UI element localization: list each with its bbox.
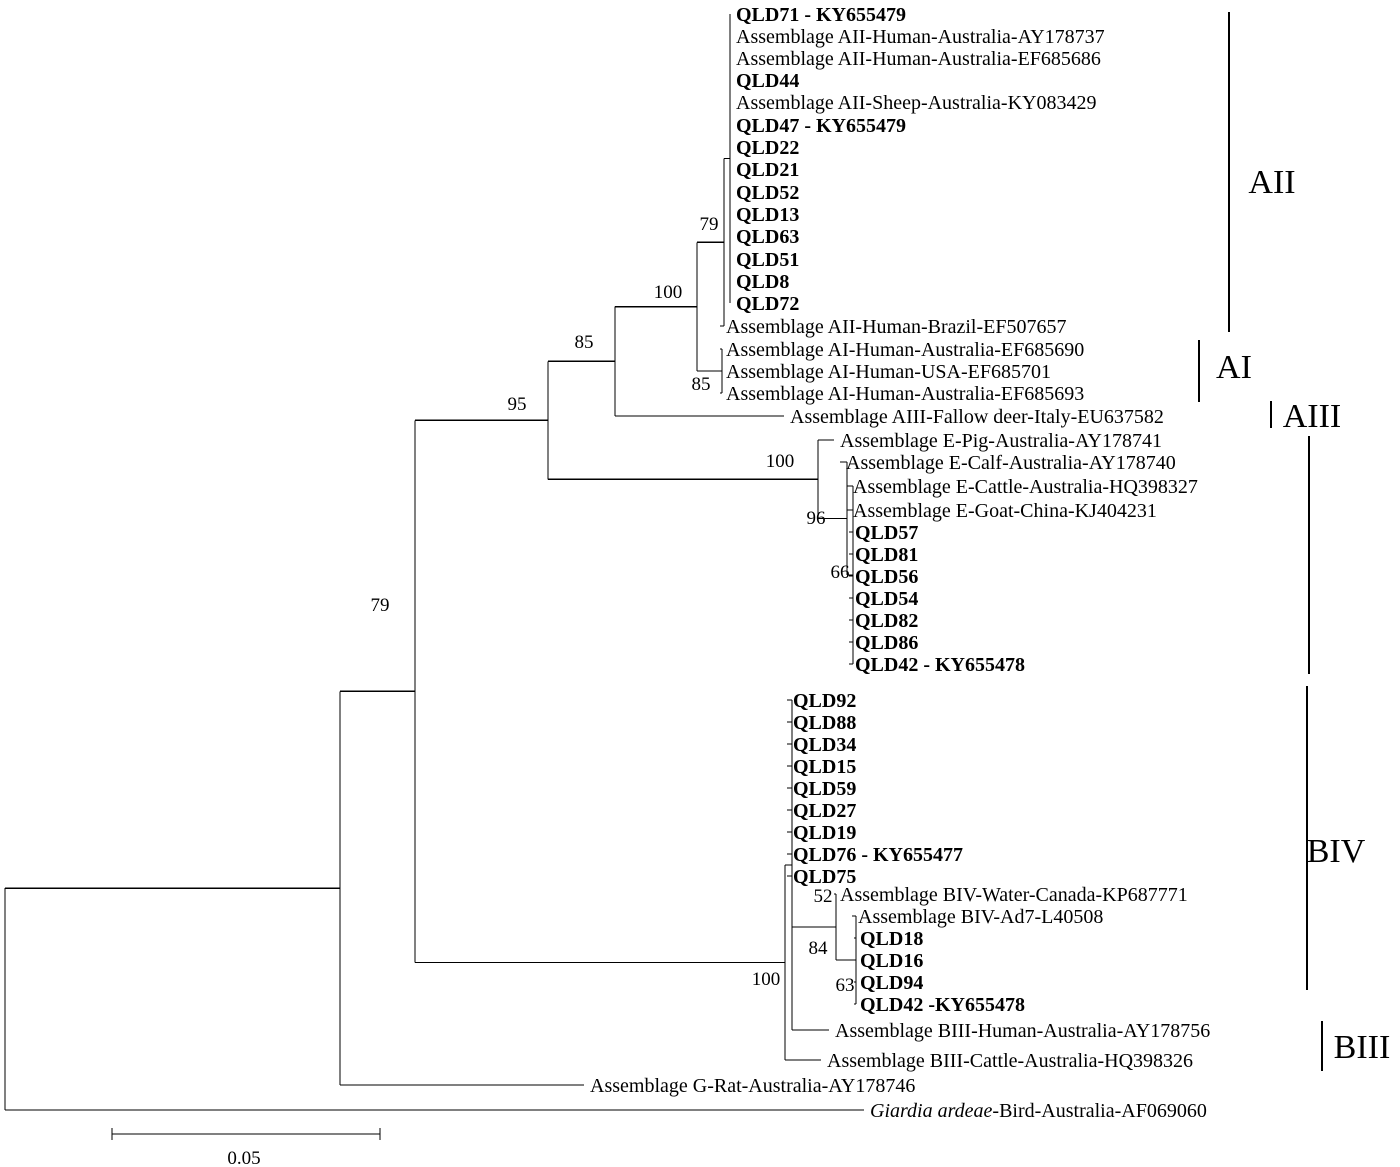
bootstrap-bs_aii: 79 bbox=[699, 214, 719, 235]
tip-label-qld16: QLD16 bbox=[860, 950, 924, 972]
tip-label-qld27: QLD27 bbox=[793, 800, 857, 822]
bootstrap-bs_ae: 95 bbox=[507, 394, 527, 415]
tip-label-qld56: QLD56 bbox=[855, 566, 919, 588]
scale-bar bbox=[112, 1128, 380, 1167]
tip-label-qld8: QLD8 bbox=[736, 271, 790, 293]
clade-label-aii: AII bbox=[1248, 164, 1296, 201]
tip-label-qld19: QLD19 bbox=[793, 822, 857, 844]
tip-label-qld86: QLD86 bbox=[855, 632, 919, 654]
tip-label-qld21: QLD21 bbox=[736, 159, 800, 181]
tip-label-qld22: QLD22 bbox=[736, 137, 800, 159]
tip-rest-ardeae: -Bird-Australia-AF069060 bbox=[992, 1100, 1207, 1122]
tip-label-g_rat: Assemblage G-Rat-Australia-AY178746 bbox=[590, 1075, 916, 1097]
tip-labels bbox=[590, 4, 1210, 1122]
bootstrap-bs_b2: 84 bbox=[808, 938, 828, 959]
clade-label-biii: BIII bbox=[1333, 1029, 1391, 1066]
tip-label-qld76: QLD76 - KY655477 bbox=[793, 844, 963, 866]
tip-label-qld92: QLD92 bbox=[793, 690, 857, 712]
tip-label-e_calf: Assemblage E-Calf-Australia-AY178740 bbox=[846, 452, 1176, 474]
tip-label-aiii: Assemblage AIII-Fallow deer-Italy-EU637582 bbox=[790, 406, 1164, 428]
tip-label-qld81: QLD81 bbox=[855, 544, 919, 566]
tip-label-qld34: QLD34 bbox=[793, 734, 857, 756]
tip-label-qld75: QLD75 bbox=[793, 866, 857, 888]
tip-label-qld18: QLD18 bbox=[860, 928, 924, 950]
tip-label-qld15: QLD15 bbox=[793, 756, 857, 778]
tip-label-qld44: QLD44 bbox=[736, 70, 800, 92]
bootstrap-bs_b3: 52 bbox=[813, 886, 833, 907]
tip-label-biv_ad7: Assemblage BIV-Ad7-L40508 bbox=[858, 906, 1104, 928]
tip-label-qld13: QLD13 bbox=[736, 204, 800, 226]
tip-label-ai_usa: Assemblage AI-Human-USA-EF685701 bbox=[726, 361, 1051, 383]
tip-label-qld52: QLD52 bbox=[736, 182, 800, 204]
bootstrap-bs_e: 100 bbox=[765, 451, 795, 472]
tip-label-qld71: QLD71 - KY655479 bbox=[736, 4, 906, 26]
clade-label-ai: AI bbox=[1216, 349, 1252, 386]
tip-label-qld59: QLD59 bbox=[793, 778, 857, 800]
tip-label-ai_au2: Assemblage AI-Human-Australia-EF685693 bbox=[726, 383, 1085, 405]
tip-label-qld57: QLD57 bbox=[855, 522, 919, 544]
tip-label-qld54: QLD54 bbox=[855, 588, 919, 610]
tip-label-e_cattle: Assemblage E-Cattle-Australia-HQ398327 bbox=[853, 476, 1198, 498]
bootstrap-bs_b: 100 bbox=[751, 969, 781, 990]
tip-label-qld42e: QLD42 - KY655478 bbox=[855, 654, 1025, 676]
clade-label-aiii: AIII bbox=[1282, 398, 1342, 435]
tip-label-qld72: QLD72 bbox=[736, 293, 800, 315]
bootstrap-bs_aiiai: 100 bbox=[653, 282, 683, 303]
tip-label-aii_au1: Assemblage AII-Human-Australia-AY178737 bbox=[736, 26, 1105, 48]
clade-brackets bbox=[1199, 12, 1390, 1071]
bootstrap-bs_a: 85 bbox=[574, 332, 594, 353]
bootstrap-bs_e2: 96 bbox=[806, 508, 826, 529]
tip-label-qld82: QLD82 bbox=[855, 610, 919, 632]
tip-label-biii_human: Assemblage BIII-Human-Australia-AY178756 bbox=[835, 1020, 1211, 1042]
tip-label-qld94: QLD94 bbox=[860, 972, 924, 994]
tip-label-aii_au2: Assemblage AII-Human-Australia-EF685686 bbox=[736, 48, 1101, 70]
tip-label-qld63: QLD63 bbox=[736, 226, 800, 248]
tip-label-biii_cattle: Assemblage BIII-Cattle-Australia-HQ398326 bbox=[827, 1050, 1194, 1072]
tip-label-aii_br: Assemblage AII-Human-Brazil-EF507657 bbox=[726, 316, 1067, 338]
tip-label-qld47: QLD47 - KY655479 bbox=[736, 115, 906, 137]
tip-label-e_goat: Assemblage E-Goat-China-KJ404231 bbox=[853, 500, 1157, 522]
bootstrap-bs_e3: 66 bbox=[830, 562, 850, 583]
tip-label-ai_au1: Assemblage AI-Human-Australia-EF685690 bbox=[726, 339, 1085, 361]
tip-label-biv_water: Assemblage BIV-Water-Canada-KP687771 bbox=[840, 884, 1188, 906]
bootstrap-bs_b4: 63 bbox=[835, 975, 855, 996]
tip-label-aii_sheep: Assemblage AII-Sheep-Australia-KY083429 bbox=[736, 92, 1097, 114]
tip-label-qld88: QLD88 bbox=[793, 712, 857, 734]
tip-label-ardeae bbox=[870, 1100, 1207, 1122]
bootstrap-bs_aeb: 79 bbox=[370, 595, 390, 616]
bootstrap-bs_ai: 85 bbox=[691, 374, 711, 395]
tip-label-qld51: QLD51 bbox=[736, 249, 800, 271]
scale-bar-label: 0.05 bbox=[227, 1148, 261, 1167]
clade-label-biv: BIV bbox=[1306, 833, 1366, 870]
tip-label-e_pig: Assemblage E-Pig-Australia-AY178741 bbox=[840, 430, 1162, 452]
tip-label-qld42b: QLD42 -KY655478 bbox=[860, 994, 1025, 1016]
tip-species-ardeae: Giardia ardeae bbox=[870, 1100, 993, 1122]
